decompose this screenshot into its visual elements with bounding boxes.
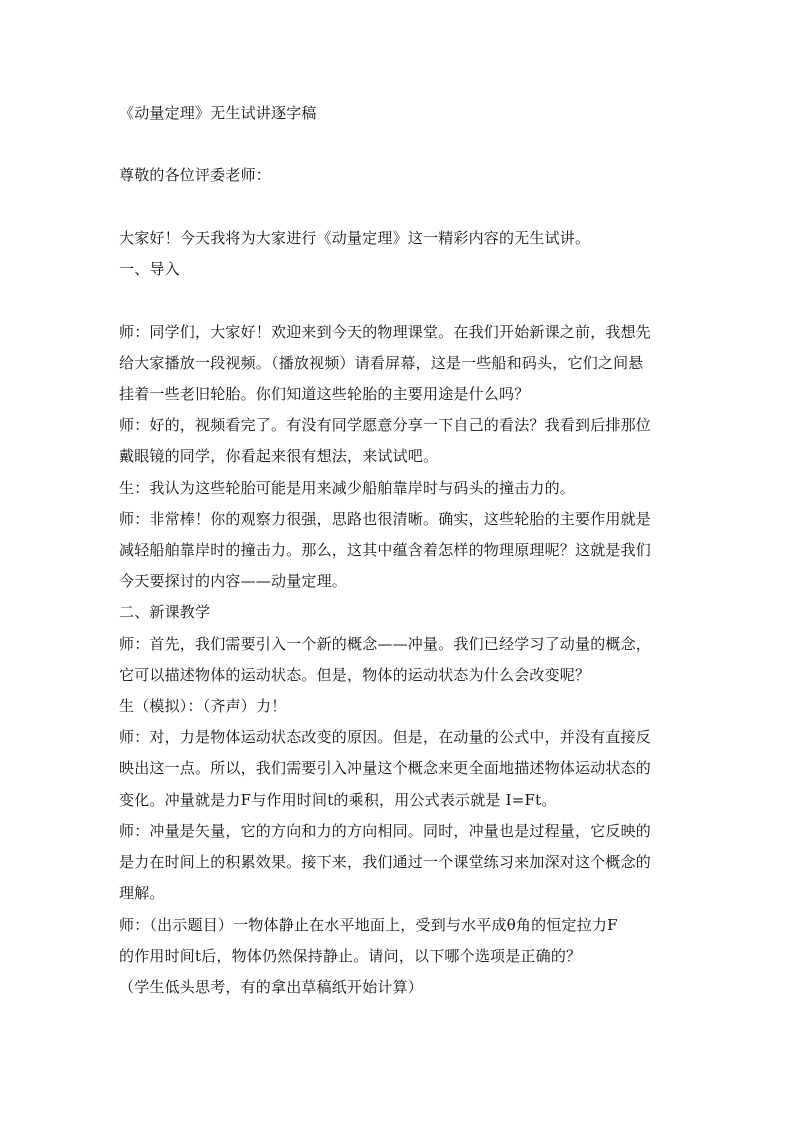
section-heading: 二、新课教学: [119, 603, 211, 621]
paragraph-line: 理解。: [119, 884, 165, 902]
paragraph-line: 戴眼镜的同学，你看起来很有想法，来试试吧。: [119, 447, 439, 465]
paragraph-line: 变化。冲量就是力F与作用时间t的乘积，用公式表示就是 I=Ft。: [119, 791, 557, 809]
document-title: 《动量定理》无生试讲逐字稿: [119, 104, 317, 122]
paragraph-line: 它可以描述物体的运动状态。但是，物体的运动状态为什么会改变呢？: [119, 666, 591, 684]
section-heading: 一、导入: [119, 260, 180, 278]
paragraph-line: 大家好！今天我将为大家进行《动量定理》这一精彩内容的无生试讲。: [119, 229, 591, 247]
paragraph-line: 是力在时间上的积累效果。接下来，我们通过一个课堂练习来加深对这个概念的: [119, 853, 652, 871]
paragraph-line: 映出这一点。所以，我们需要引入冲量这个概念来更全面地描述物体运动状态的: [119, 759, 652, 777]
paragraph-line: 师：冲量是矢量，它的方向和力的方向相同。同时，冲量也是过程量，它反映的: [119, 822, 652, 840]
paragraph-line: （学生低头思考，有的拿出草稿纸开始计算）: [119, 978, 424, 996]
paragraph-line: 师：同学们，大家好！欢迎来到今天的物理课堂。在我们开始新课之前，我想先: [119, 323, 652, 341]
paragraph-line: 师：对，力是物体运动状态改变的原因。但是，在动量的公式中，并没有直接反: [119, 728, 652, 746]
paragraph-line: 生（模拟）：（齐声）力！: [119, 697, 287, 715]
paragraph-line: 师：非常棒！你的观察力很强，思路也很清晰。确实，这些轮胎的主要作用就是: [119, 510, 652, 528]
paragraph-line: 师：好的，视频看完了。有没有同学愿意分享一下自己的看法？我看到后排那位: [119, 416, 652, 434]
paragraph-line: 师：（出示题目）一物体静止在水平地面上，受到与水平成θ角的恒定拉力F: [119, 916, 618, 934]
paragraph-line: 给大家播放一段视频。（播放视频）请看屏幕，这是一些船和码头，它们之间悬: [119, 354, 644, 372]
paragraph-line: 挂着一些老旧轮胎。你们知道这些轮胎的主要用途是什么吗？: [119, 385, 530, 403]
paragraph-line: 今天要探讨的内容——动量定理。: [119, 572, 348, 590]
paragraph-line: 师：首先，我们需要引入一个新的概念——冲量。我们已经学习了动量的概念，: [119, 635, 652, 653]
paragraph-line: 生：我认为这些轮胎可能是用来减少船舶靠岸时与码头的撞击力的。: [119, 479, 576, 497]
paragraph-line: 减轻船舶靠岸时的撞击力。那么，这其中蕴含着怎样的物理原理呢？这就是我们: [119, 541, 652, 559]
salutation: 尊敬的各位评委老师：: [119, 166, 272, 184]
paragraph-line: 的作用时间t后，物体仍然保持静止。请问，以下哪个选项是正确的？: [119, 947, 582, 965]
